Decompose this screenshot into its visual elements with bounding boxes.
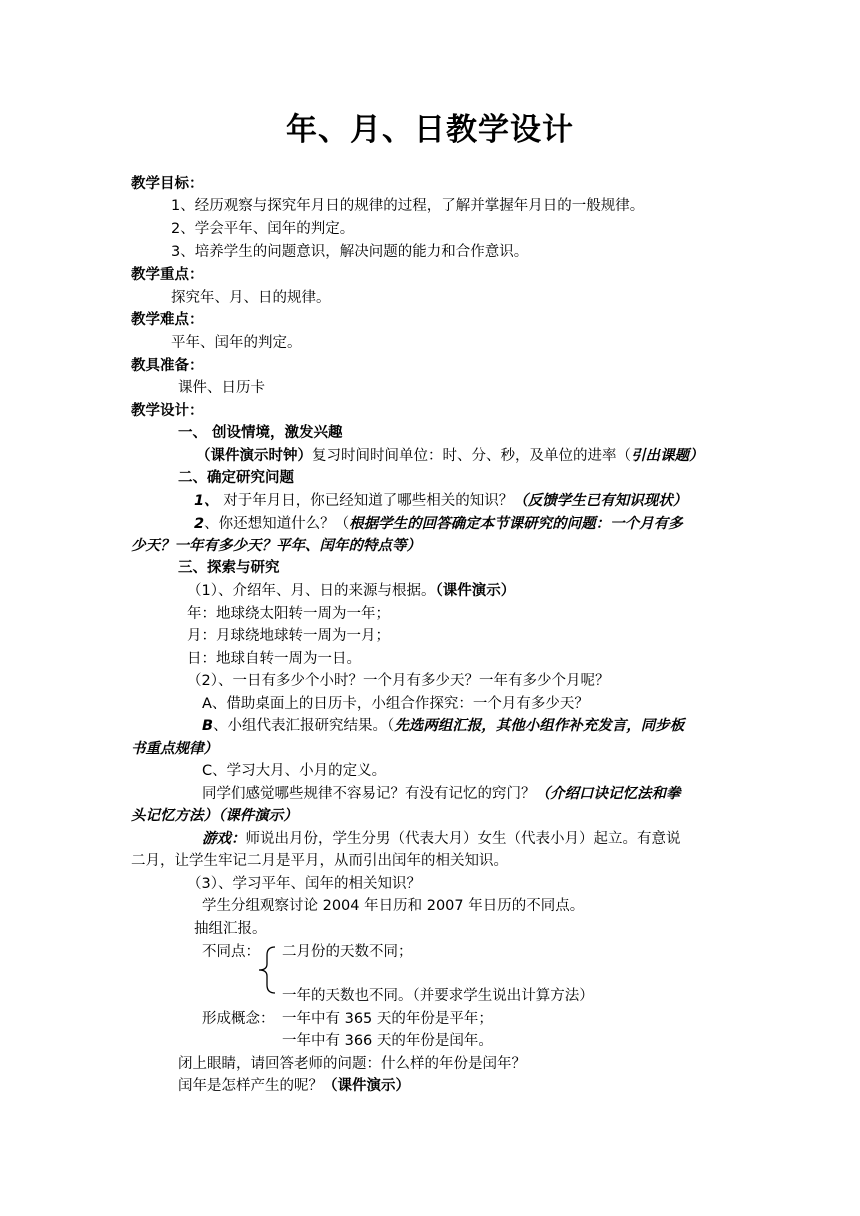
question-2-number: 2: [194, 516, 205, 532]
game-text-a: 师说出月份，学生分男（代表大月）女生（代表小月）起立。有意说: [245, 831, 681, 847]
report-text: 抽组汇报。: [194, 921, 267, 937]
section-3-title: 三、探索与研究: [178, 560, 280, 576]
brace-icon: [253, 944, 279, 996]
step-b-note-b: 书重点规律）: [131, 741, 218, 757]
materials-heading: 教具准备：: [131, 358, 204, 374]
clock-demo-label: （课件演示时钟）: [196, 448, 312, 464]
difficulty-text: 平年、闰年的判定。: [171, 335, 302, 351]
step-b-note-a: 先选两组汇报，其他小组作补充发言，同步板: [394, 718, 685, 734]
concept-common-year: 一年中有 365 天的年份是平年；: [282, 1011, 493, 1027]
memory-note-b: 头记忆方法）（课件演示）: [131, 808, 298, 824]
year-definition: 年：地球绕太阳转一周为一年；: [187, 606, 390, 622]
question-2-text: 、你还想知道什么？（: [204, 516, 350, 532]
game-text-b: 二月，让学生牢记二月是平月，从而引出闰年的相关知识。: [131, 853, 508, 869]
part-1-text: （1）、介绍年、月、日的来源与根据。: [187, 583, 436, 599]
question-1-note: （反馈学生已有知识现状）: [513, 493, 688, 509]
part-1-line: [187, 580, 515, 602]
leap-origin-question: 闰年是怎样产生的呢？: [178, 1078, 323, 1094]
concept-label: 形成概念：: [202, 1011, 275, 1027]
difference-label: 不同点：: [202, 944, 260, 960]
design-heading: 教学设计：: [131, 403, 204, 419]
objective-item-2: 2、学会平年、闰年的判定。: [171, 221, 355, 237]
page-title: 年、月、日教学设计: [286, 112, 574, 148]
key-point-text: 探究年、月、日的规律。: [171, 290, 331, 306]
intro-topic-note: 引出课题）: [631, 448, 704, 464]
question-2-note-a: 根据学生的回答确定本节课研究的问题：一个月有多: [349, 516, 683, 532]
materials-text: 课件、日历卡: [178, 380, 265, 396]
objective-item-1: 1、经历观察与探究年月日的规律的过程，了解并掌握年月日的一般规律。: [171, 198, 645, 214]
part-2-text: （2）、一日有多少个小时？一个月有多少天？一年有多少个月呢？: [187, 673, 610, 689]
game-line: [202, 828, 681, 850]
section-1-title: 一、 创设情境，激发兴趣: [178, 425, 343, 441]
section-2-title: 二、确定研究问题: [178, 470, 294, 486]
concept-leap-year: 一年中有 366 天的年份是闰年。: [282, 1033, 493, 1049]
objective-item-3: 3、培养学生的问题意识，解决问题的能力和合作意识。: [171, 244, 529, 260]
leap-origin-line: [178, 1075, 410, 1097]
month-definition: 月：月球绕地球转一周为一月；: [187, 628, 390, 644]
question-1-text: 对于年月日，你已经知道了哪些相关的知识？: [218, 493, 514, 509]
step-b-line: [202, 715, 684, 737]
step-b-letter: B: [202, 718, 214, 734]
memory-note-a: （介绍口诀记忆法和拳: [535, 786, 681, 802]
part-3-text: （3）、学习平年、闰年的相关知识？: [187, 876, 421, 892]
section-1-line: [196, 445, 704, 467]
key-point-heading: 教学重点：: [131, 267, 204, 283]
difficulty-heading: 教学难点：: [131, 312, 204, 328]
step-a-text: A、借助桌面上的日历卡，小组合作探究：一个月有多少天？: [202, 696, 589, 712]
question-2-note-b: 少天？一年有多少天？平年、闰年的特点等）: [131, 538, 421, 554]
memory-question: 同学们感觉哪些规律不容易记？有没有记忆的窍门？: [202, 786, 536, 802]
difference-item-2: 一年的天数也不同。（并要求学生说出计算方法）: [282, 988, 594, 1004]
question-2-line: [194, 513, 683, 535]
difference-item-1: 二月份的天数不同；: [282, 944, 413, 960]
close-eyes-question: 闭上眼睛，请回答老师的问题：什么样的年份是闰年？: [178, 1056, 526, 1072]
step-c-text: C、学习大月、小月的定义。: [202, 763, 387, 779]
courseware-demo-label: （课件演示）: [435, 583, 516, 599]
question-1-line: [194, 490, 687, 512]
observe-text: 学生分组观察讨论 2004 年日历和 2007 年日历的不同点。: [202, 898, 585, 914]
memory-line: [202, 783, 681, 805]
question-1-number: 1、: [194, 493, 219, 509]
leap-origin-demo-label: （课件演示）: [323, 1078, 410, 1094]
game-label: 游戏：: [202, 831, 246, 847]
step-b-text: 、小组代表汇报研究结果。（: [213, 718, 395, 734]
day-definition: 日：地球自转一周为一日。: [187, 651, 361, 667]
objectives-heading: 教学目标：: [131, 176, 204, 192]
review-text: 复习时间时间单位：时、分、秒，及单位的进率（: [312, 448, 631, 464]
